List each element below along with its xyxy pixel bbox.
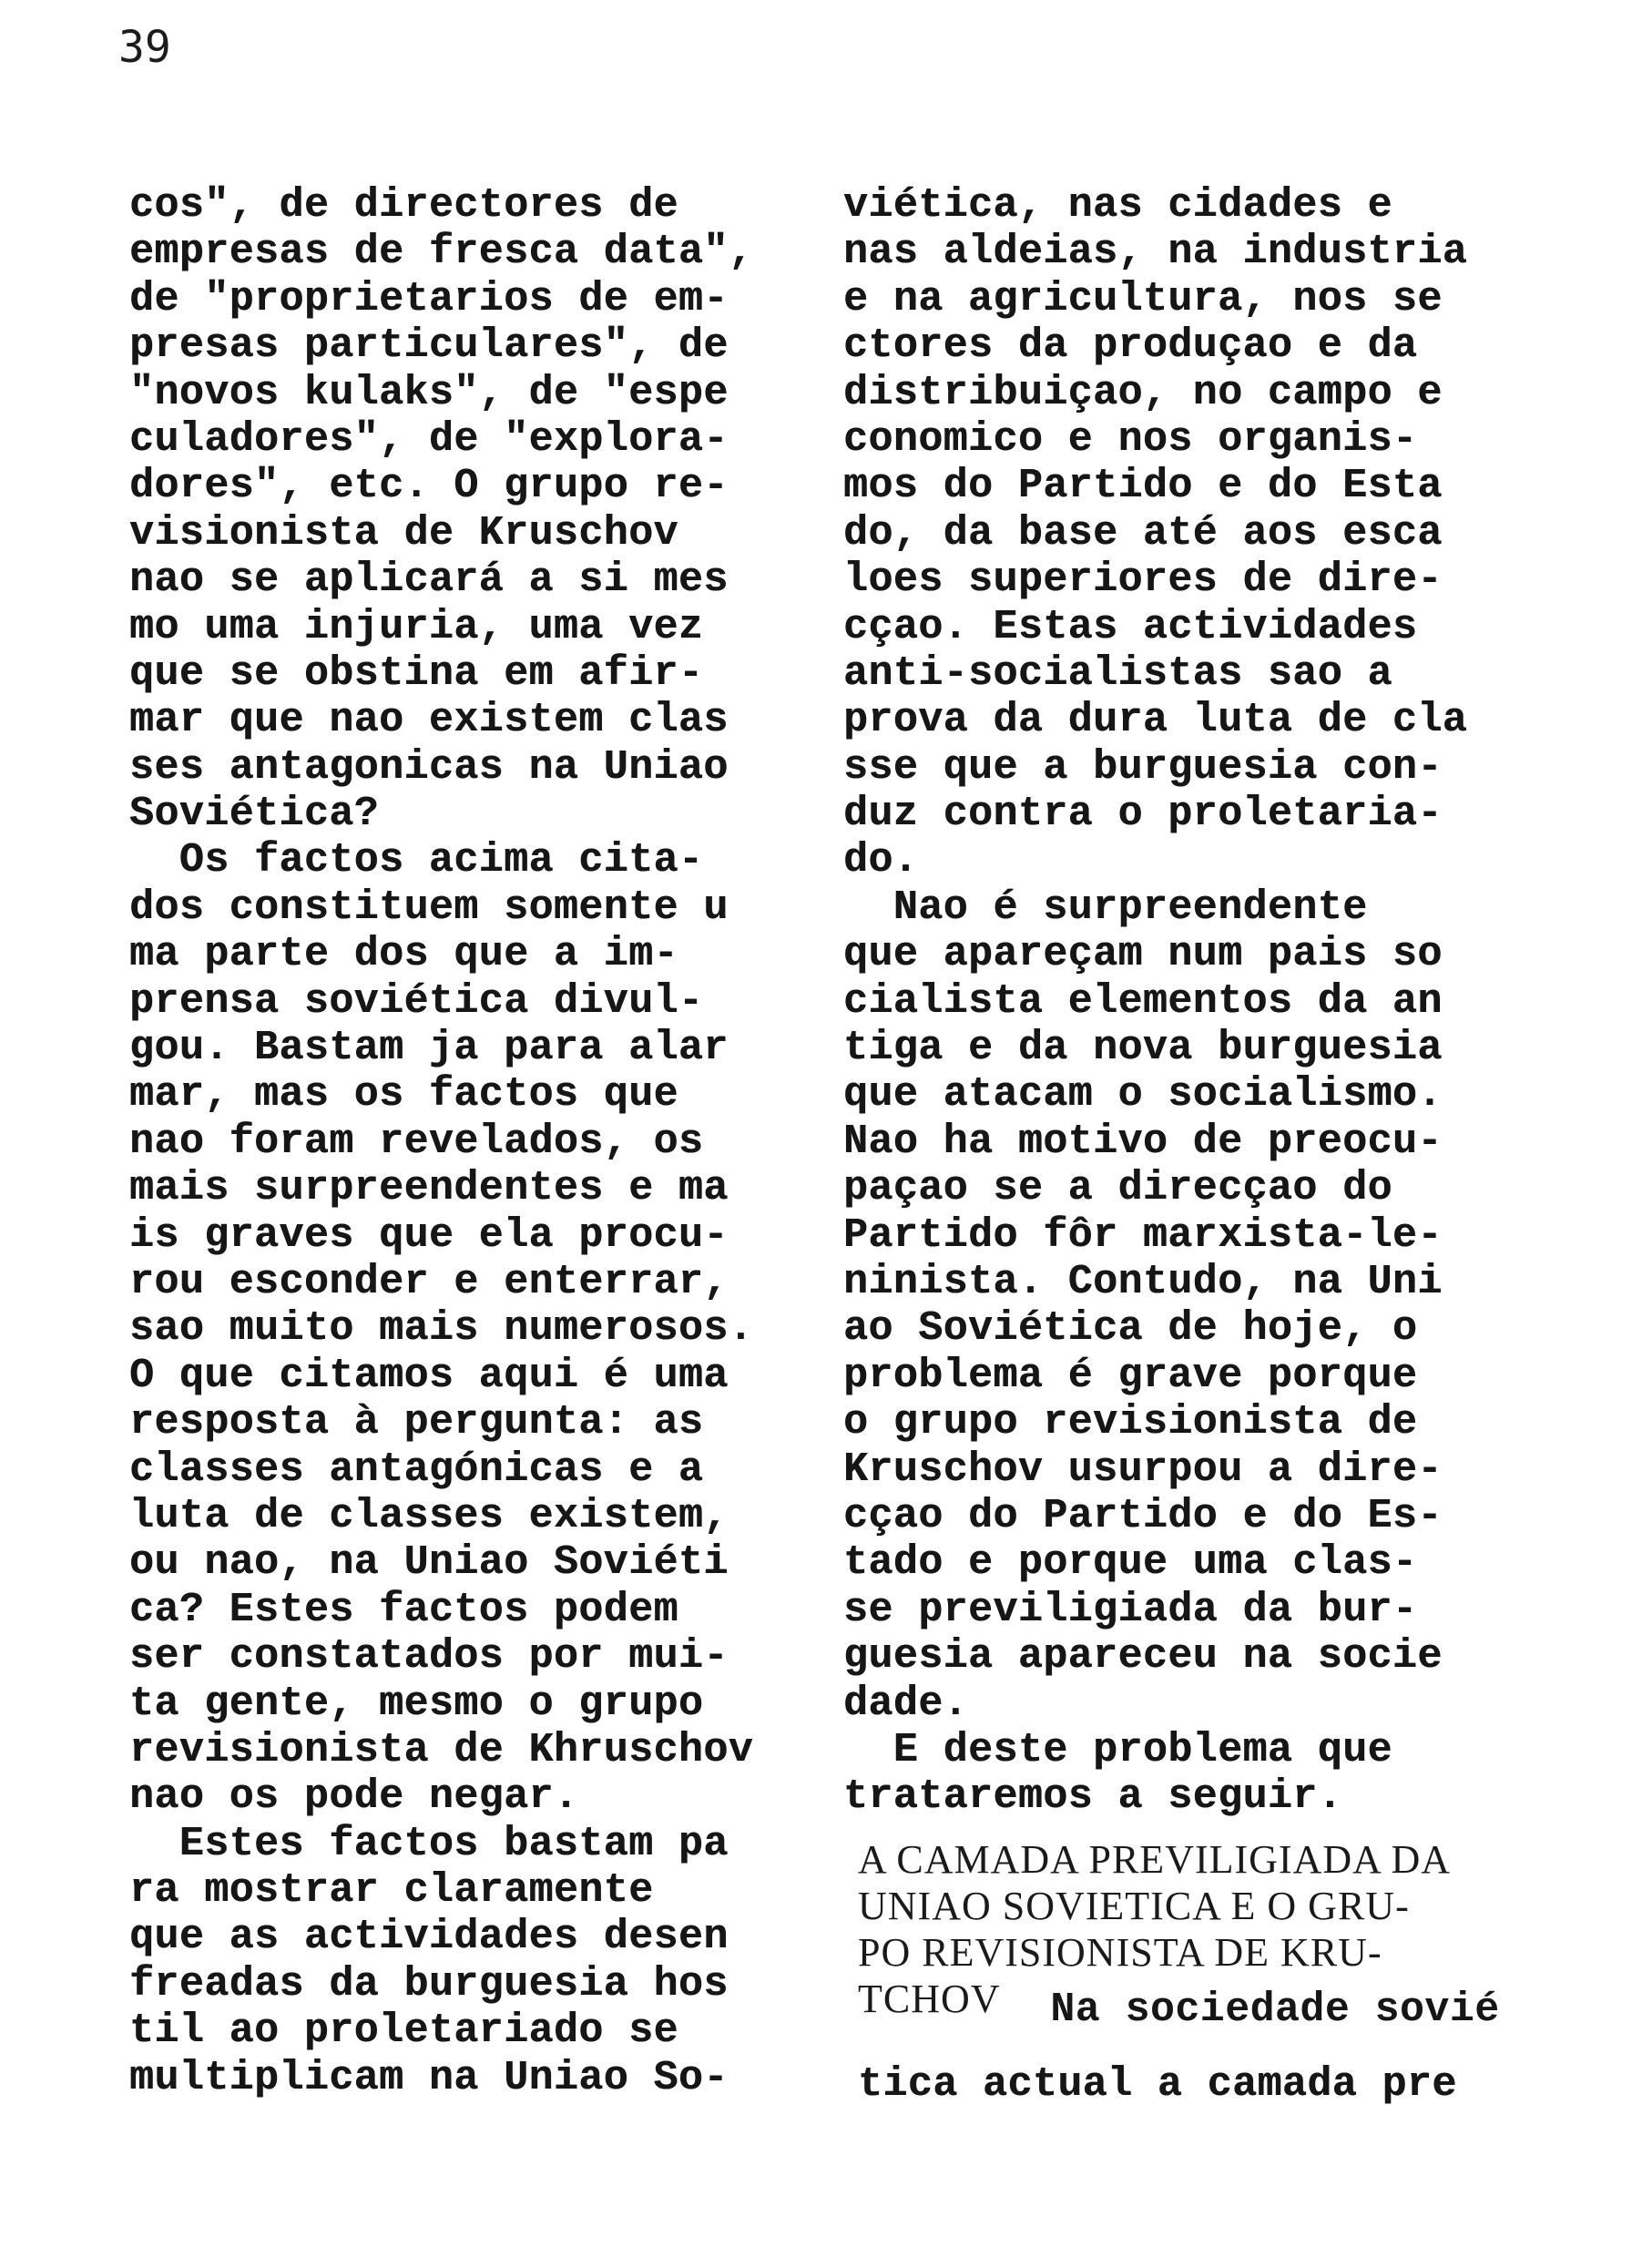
text-line: dores", etc. O grupo re- — [129, 463, 729, 510]
paragraph-start-line: Estes factos bastam pa — [129, 1820, 729, 1867]
text-line: cos", de directores de — [129, 182, 678, 229]
text-line: ao Soviética de hoje, o — [843, 1305, 1418, 1353]
text-line: tiga e da nova burguesia — [843, 1025, 1443, 1072]
text-line: guesia apareceu na socie — [843, 1633, 1443, 1681]
text-line: ta gente, mesmo o grupo — [129, 1680, 704, 1727]
text-line: paçao se a direcçao do — [843, 1165, 1392, 1212]
text-line: ctores da produçao e da — [843, 322, 1418, 370]
text-line: cçao do Partido e do Es- — [843, 1492, 1443, 1539]
text-line: ses antagonicas na Uniao — [129, 743, 729, 791]
paragraph-start-line: Os factos acima cita- — [129, 837, 704, 884]
text-line: multiplicam na Uniao So- — [129, 2054, 729, 2101]
text-line: culadores", de "explora- — [129, 415, 729, 463]
text-line: nas aldeias, na industria — [843, 229, 1468, 276]
text-line: nao se aplicará a si mes — [129, 557, 729, 604]
text-line: ser constatados por mui- — [129, 1633, 729, 1681]
text-line: Soviética? — [129, 791, 380, 838]
text-line: distribuiçao, no campo e — [843, 369, 1443, 416]
text-line: empresas de fresca data", — [129, 229, 754, 276]
text-line: do. — [843, 837, 919, 884]
text-line: cialista elementos da an — [843, 977, 1443, 1025]
text-line: que as actividades desen — [129, 1914, 729, 1961]
text-line: que apareçam num pais so — [843, 931, 1443, 978]
heading-line: PO REVISIONISTA DE KRU- — [858, 1930, 1382, 1975]
heading-line: UNIAO SOVIETICA E O GRU- — [858, 1884, 1410, 1928]
text-line: que atacam o socialismo. — [843, 1071, 1443, 1119]
text-line: ou nao, na Uniao Soviéti — [129, 1539, 729, 1587]
text-line: mos do Partido e do Esta — [843, 463, 1443, 510]
text-line: anti-socialistas sao a — [843, 649, 1392, 697]
text-line: luta de classes existem, — [129, 1492, 729, 1539]
text-line: cçao. Estas actividades — [843, 603, 1418, 650]
text-line: "novos kulaks", de "espe — [129, 369, 729, 416]
text-line: tado e porque uma clas- — [843, 1539, 1418, 1587]
text-line: classes antagónicas e a — [129, 1446, 704, 1493]
section-heading — [858, 1836, 1550, 2033]
text-line: sao muito mais numerosos. — [129, 1305, 754, 1353]
text-line: til ao proletariado se — [129, 2007, 678, 2055]
text-line: O que citamos aqui é uma — [129, 1352, 729, 1399]
text-line: conomico e nos organis- — [843, 415, 1418, 463]
paragraph-start-line: Nao é surpreendente — [843, 884, 1368, 931]
text-line: rou esconder e enterrar, — [129, 1258, 729, 1305]
text-line: revisionista de Khruschov — [129, 1726, 754, 1773]
heading-line: A CAMADA PREVILIGIADA DA — [858, 1837, 1452, 1882]
text-line: o grupo revisionista de — [843, 1399, 1418, 1446]
text-line: mo uma injuria, uma vez — [129, 603, 704, 650]
text-line: trataremos a seguir. — [843, 1773, 1343, 1821]
text-line: sse que a burguesia con- — [843, 743, 1443, 791]
text-line: problema é grave porque — [843, 1352, 1418, 1399]
heading-last-row — [858, 1976, 1550, 2033]
text-line: is graves que ela procu- — [129, 1211, 729, 1259]
text-line: duz contra o proletaria- — [843, 791, 1443, 838]
text-line: ca? Estes factos podem — [129, 1586, 678, 1633]
text-line: freadas da burguesia hos — [129, 1960, 729, 2007]
text-line: se previligiada da bur- — [843, 1586, 1418, 1633]
text-line: ra mostrar claramente — [129, 1867, 654, 1915]
paragraph-start-line: E deste problema que — [843, 1726, 1392, 1773]
text-line: nao foram revelados, os — [129, 1118, 704, 1165]
text-line: ninista. Contudo, na Uni — [843, 1258, 1443, 1305]
heading-line: TCHOV — [858, 1977, 1001, 2021]
text-line: e na agricultura, nos se — [843, 275, 1443, 322]
text-line: mar que nao existem clas — [129, 697, 729, 744]
text-line: ma parte dos que a im- — [129, 931, 678, 978]
text-line: Partido fôr marxista-le- — [843, 1211, 1443, 1259]
text-line: do, da base até aos esca — [843, 509, 1443, 557]
text-line: viética, nas cidades e — [843, 182, 1392, 229]
text-line: de "proprietarios de em- — [129, 275, 729, 322]
paragraph-run-in: Na sociedade sovié — [1000, 1987, 1500, 2033]
text-line: prova da dura luta de cla — [843, 697, 1468, 744]
text-line: gou. Bastam ja para alar — [129, 1025, 729, 1072]
text-line: visionista de Kruschov — [129, 509, 678, 557]
text-line: tica actual a camada pre — [858, 2061, 1457, 2108]
text-line: Nao ha motivo de preocu- — [843, 1118, 1443, 1165]
text-line: prensa soviética divul- — [129, 977, 704, 1025]
text-line: dade. — [843, 1680, 969, 1727]
paragraph-continuation — [858, 2061, 1457, 2108]
text-line: presas particulares", de — [129, 322, 729, 370]
text-line: loes superiores de dire- — [843, 557, 1443, 604]
text-line: dos constituem somente u — [129, 884, 729, 931]
page-number: 39 — [118, 22, 171, 73]
text-line: resposta à pergunta: as — [129, 1399, 704, 1446]
text-line: nao os pode negar. — [129, 1773, 579, 1821]
text-line: mais surpreendentes e ma — [129, 1165, 729, 1212]
text-line: mar, mas os factos que — [129, 1071, 678, 1119]
text-line: que se obstina em afir- — [129, 649, 704, 697]
text-line: Kruschov usurpou a dire- — [843, 1446, 1443, 1493]
left-column — [129, 182, 849, 2101]
right-column — [843, 182, 1563, 1821]
